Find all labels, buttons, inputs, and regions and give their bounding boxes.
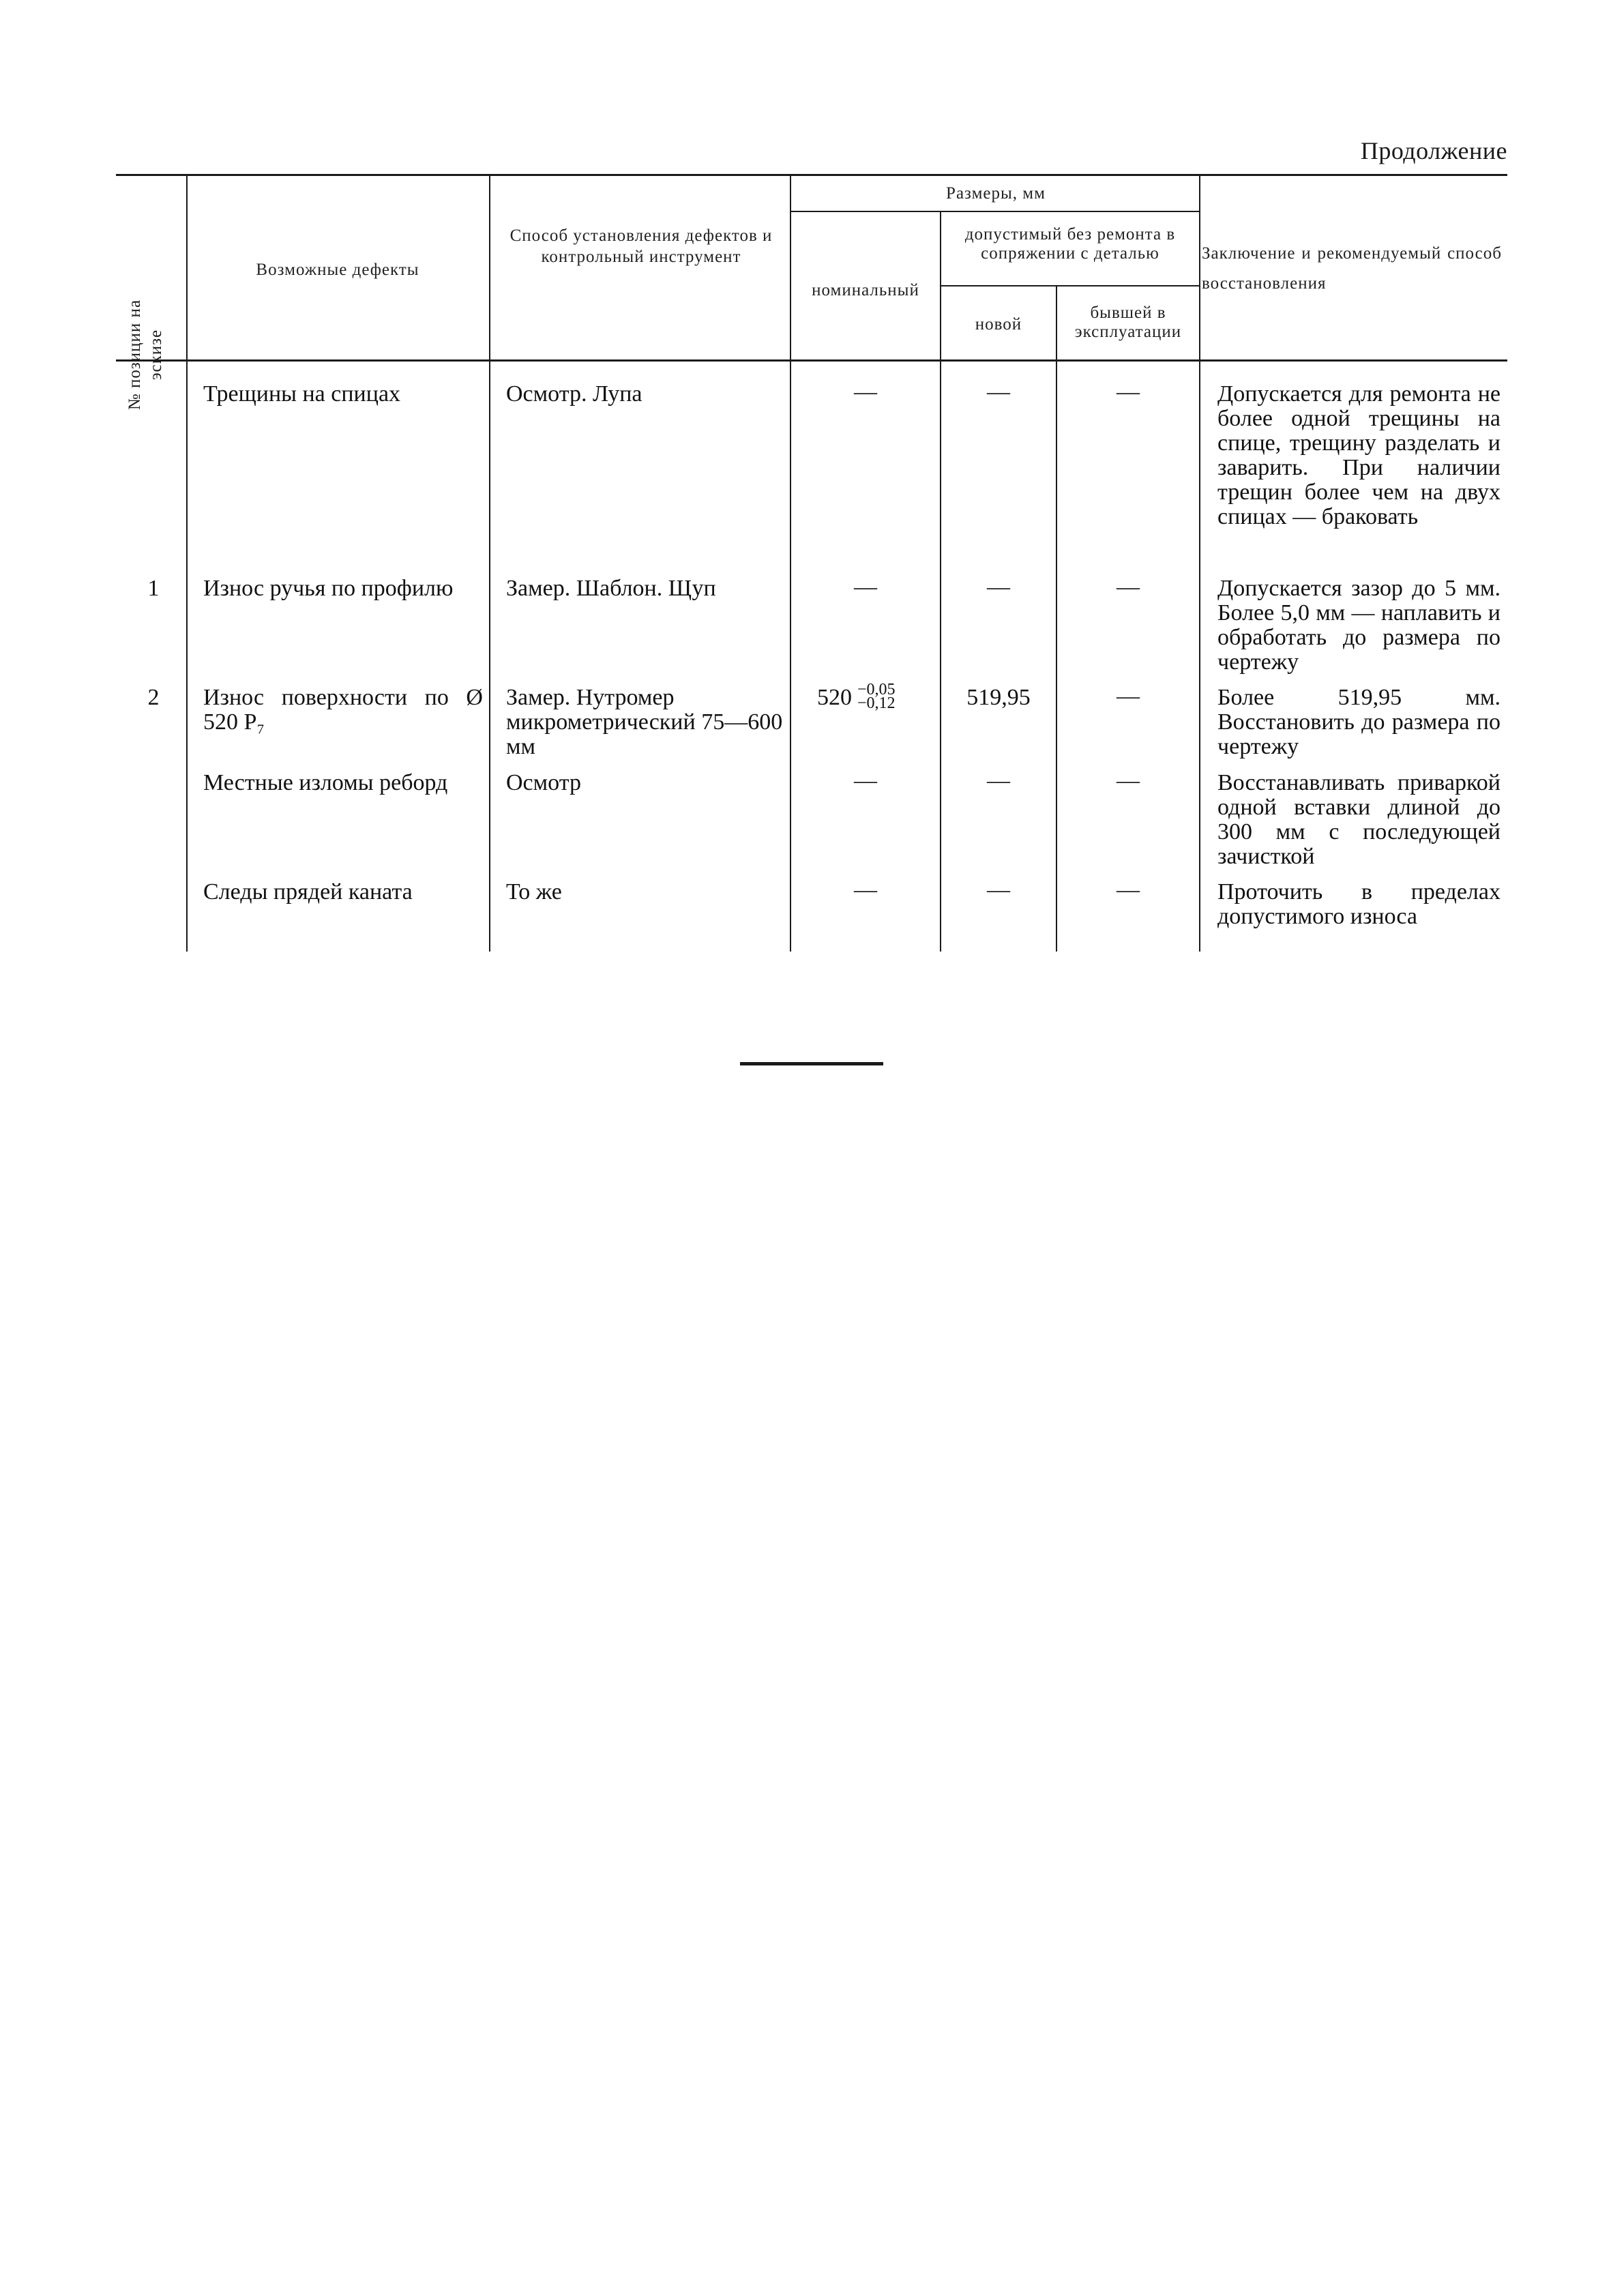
table-row-4-conclusion: Восстанавливать приваркой одной вставки длиной до 300 мм с последующей зачисткой	[1217, 770, 1501, 869]
table-row-1-method: Осмотр. Лупа	[506, 381, 642, 407]
header-sizes: Размеры, мм	[946, 184, 1046, 203]
tolerance	[852, 681, 906, 712]
col-rule-2	[489, 174, 490, 952]
table-row-1-defect: Трещины на спицах	[203, 381, 401, 407]
table-row-3-conclusion: Более 519,95 мм. Восстановить до размера по чертежу	[1217, 685, 1501, 759]
header-method: Способ установления дефектов и контрольный инструмент	[509, 226, 773, 266]
header-allowed: допустимый без ремонта в сопряжении с деталью	[964, 225, 1176, 263]
continuation-label: Продолжение	[1360, 137, 1507, 164]
table-top-rule	[116, 174, 1507, 176]
table-row-5-nominal: —	[854, 877, 877, 902]
table-row-1-nominal: —	[854, 379, 877, 404]
table-row-4-used: —	[1117, 768, 1140, 793]
table-row-2-used: —	[1117, 574, 1140, 600]
header-conclusion: Заключение и рекомендуемый способ восстановления	[1202, 244, 1502, 293]
col-rule-5	[1056, 286, 1057, 952]
col-rule-1	[186, 174, 188, 952]
table-row-2-conclusion: Допускается зазор до 5 мм. Более 5,0 мм — наплавить и обработать до размера по чертежу	[1217, 576, 1501, 675]
col-rule-4	[940, 211, 941, 952]
table-row-2-new: —	[987, 574, 1010, 600]
header-position-no	[121, 229, 169, 481]
header-position-no-text: № позиции на эскизе	[125, 299, 165, 411]
table-row-3-pos: 2	[147, 685, 160, 710]
table-row-5-defect: Следы прядей каната	[203, 879, 413, 904]
col-rule-6	[1199, 174, 1200, 952]
table-row-1-used: —	[1117, 379, 1140, 404]
table-row-3-defect: Износ поверхности по Ø 520 P₇	[203, 685, 483, 735]
table-row-1-conclusion: Допускается для ремонта не более одной трещины на спице, трещину разделать и заварить. При наличии трещин более чем на двух спицах — браковать	[1217, 381, 1501, 529]
header-bottom-rule	[116, 359, 1507, 362]
table-row-3-nominal	[817, 681, 940, 712]
header-used: бывшей в эксплуатации	[1074, 304, 1182, 341]
tolerance-upper: −0,05	[857, 681, 896, 698]
table-row-1-new: —	[987, 379, 1010, 404]
header-defects: Возможные дефекты	[256, 261, 419, 279]
table-row-5-method: То же	[506, 879, 562, 904]
table-row-4-new: —	[987, 768, 1010, 793]
table-row-2-defect: Износ ручья по профилю	[203, 576, 454, 601]
end-of-table-rule	[740, 1062, 883, 1065]
header-nominal: номинальный	[812, 281, 919, 299]
table-row-4-defect: Местные изломы реборд	[203, 770, 448, 795]
table-row-4-nominal: —	[854, 768, 877, 793]
table-row-3-new: 519,95	[966, 685, 1031, 710]
table-row-3-method: Замер. Нутромер микрометрический 75—600 мм	[506, 685, 783, 759]
defects-table	[116, 174, 1507, 958]
header-new: новой	[975, 315, 1022, 334]
sizes-header-rule	[790, 211, 1199, 212]
tolerance-lower: −0,12	[857, 694, 896, 712]
col-rule-3	[790, 174, 791, 952]
table-row-5-used: —	[1117, 877, 1140, 902]
table-row-5-conclusion: Проточить в пределах допустимого износа	[1217, 879, 1501, 929]
table-row-5-new: —	[987, 877, 1010, 902]
table-row-2-method: Замер. Шаблон. Щуп	[506, 576, 716, 601]
table-row-2-pos: 1	[147, 576, 160, 601]
table-row-3-used: —	[1117, 683, 1140, 709]
nominal-value: 520	[817, 685, 852, 710]
allowed-header-rule	[940, 285, 1199, 286]
table-row-4-method: Осмотр	[506, 770, 581, 795]
table-row-2-nominal: —	[854, 574, 877, 600]
